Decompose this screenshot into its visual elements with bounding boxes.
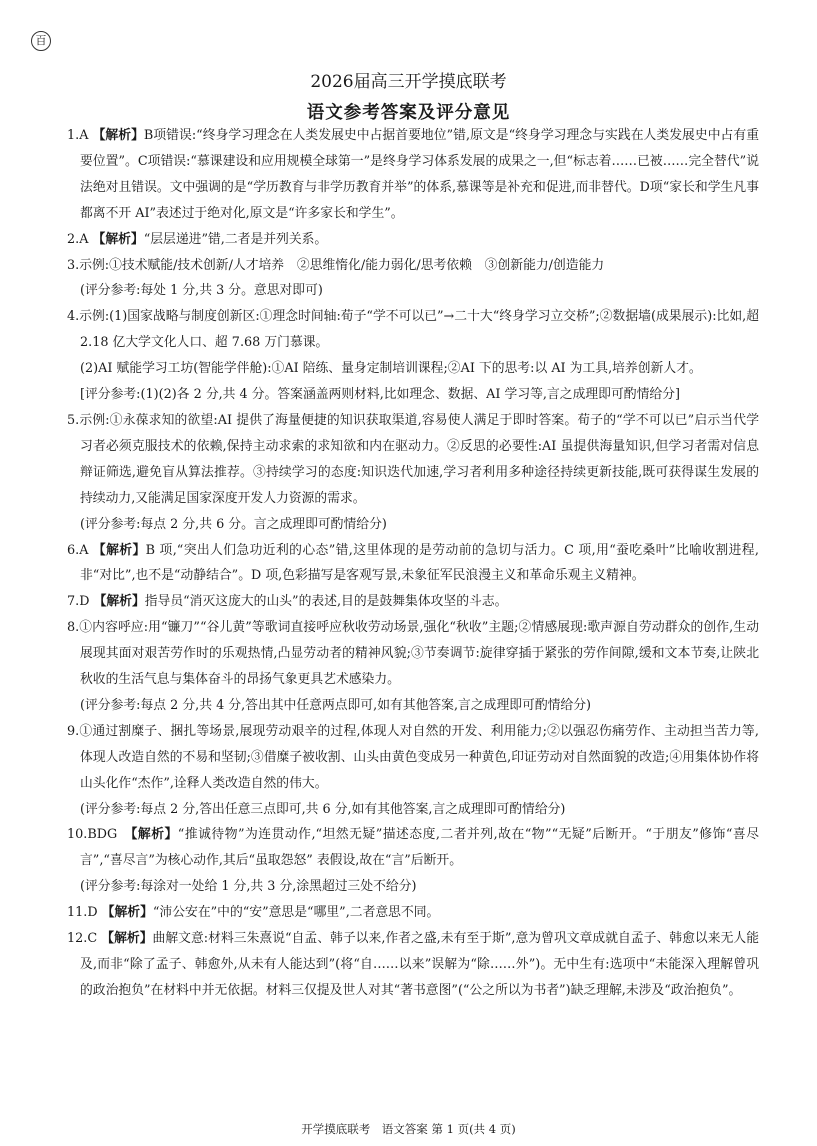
answer-4-score: [评分参考:(1)(2)各 2 分,共 4 分。答案涵盖两则材料,比如理念、数据、AI 学习等,言之成理即可酌情给分] — [80, 387, 680, 403]
answer-5: 5.示例:①永葆求知的欲望:AI 提供了海量便捷的知识获取渠道,容易使人满足于即时答案。荀子的“学不可以已”启示当代学习者必须克服技术的依赖,保持主动求索的求知欲和内在驱动力。②反思的必要性:AI 虽提供海量知识,但学习者需对信息辩证筛选,避免盲从算法推荐。③持续学习的态度:知识迭代加速,学习者利用多种途径持续更新技能,既可获得谋生发展的持续动力,又能满足国家深度开发人力资源的需求。 — [67, 412, 759, 506]
answer-11 — [67, 900, 759, 926]
answer-12 — [67, 926, 759, 1004]
answer-2-tag: 【解析】 — [92, 231, 144, 247]
answer-1-tag: 【解析】 — [92, 128, 144, 143]
answer-9: 9.①通过割糜子、捆扎等场景,展现劳动艰辛的过程,体现人对自然的开发、利用能力;②以强忍伤痛劳作、主动担当苦力等,体现人改造自然的不易和坚韧;③借糜子被收割、山头由黄色变成另一种黄色,印证劳动对自然面貌的改造;④用集体协作将山头化作“杰作”,诠释人类改造自然的伟大。 — [67, 723, 759, 791]
answer-3: 3.示例:①技术赋能/技术创新/人才培养 ②思维惰化/能力弱化/思考依赖 ③创新能力/创造能力 — [67, 257, 605, 273]
answer-2-text: “层层递进”错,二者是并列关系。 — [143, 231, 328, 247]
answer-1-number: 1.A — [67, 128, 89, 143]
answer-8: 8.①内容呼应:用“镰刀”“谷儿黄”等歌词直接呼应秋收劳动场景,强化“秋收”主题;②情感展现:歌声源自劳动群众的创作,生动展现其面对艰苦劳作时的乐观热情,凸显劳动者的精神风貌;③节奏调节:旋律穿插于紧张的劳作间隙,缓和文本节奏,让陕北秋收的生活气息与集体奋斗的昂扬气象更具艺术感染力。 — [67, 620, 759, 688]
answer-4-part1: 4.示例:(1)国家战略与制度创新区:①理念时间轴:荀子“学不可以已”→二十大“终身学习立交桥”;②数据墙(成果展示):比如,超 2.18 亿大学文化人口、超 7.68 万门慕课。 — [67, 309, 759, 351]
answer-content — [67, 123, 759, 1004]
answer-10-score: (评分参考:每涂对一处给 1 分,共 3 分,涂黑超过三处不给分) — [80, 879, 417, 895]
answer-12-number: 12.C — [67, 931, 98, 947]
answer-1 — [67, 123, 759, 227]
answer-10 — [67, 822, 759, 874]
answer-6-text: B 项,“突出人们急功近利的心态”错,这里体现的是劳动前的急切与活力。C 项,用“蚕吃桑叶”比喻收割进程,非“对比”,也不是“动静结合”。D 项,色彩描写是客观写景,未象征军民浪漫主义和革命乐观主义精神。 — [80, 542, 759, 584]
document-subtitle: 语文参考答案及评分意见 — [306, 103, 511, 123]
answer-1-text: B项错误:“终身学习理念在人类发展史中占据首要地位”错,原文是“终身学习理念与实践在人类发展史中占有重要位置”。C项错误:“慕课建设和应用规模全球第一”是终身学习体系发展的成果之一,但“标志着……已被……完全替代”说法绝对且错误。文中强调的是“学历教育与非学历教育并举”的体系,慕课等是补充和促进,而非替代。D项“家长和学生凡事都离不开 AI”表述过于绝对化,原文是“许多家长和学生”。 — [80, 128, 759, 221]
answer-4-part2: (2)AI 赋能学习工坊(智能学伴舱):①AI 陪练、量身定制培训课程;②AI 下的思考:以 AI 为工具,培养创新人才。 — [80, 361, 702, 377]
answer-7-number: 7.D — [67, 594, 90, 610]
answer-5-score: (评分参考:每点 2 分,共 6 分。言之成理即可酌情给分) — [80, 516, 387, 532]
answer-7 — [67, 589, 759, 615]
answer-10-text: “推诚待物”为连贯动作,“坦然无疑”描述态度,二者并列,故在“物”“无疑”后断开。“于朋友”修饰“喜尽言”,“喜尽言”为核心动作,其后“虽取怨怒” 表假设,故在“言”后断开。 — [80, 827, 760, 869]
answer-9-score: (评分参考:每点 2 分,答出任意三点即可,共 6 分,如有其他答案,言之成理即可酌情给分) — [80, 801, 566, 817]
answer-7-tag: 【解析】 — [93, 594, 145, 610]
answer-6-tag: 【解析】 — [92, 542, 146, 558]
answer-2 — [67, 227, 759, 253]
answer-6-number: 6.A — [67, 542, 89, 558]
answer-11-number: 11.D — [67, 905, 98, 921]
answer-12-tag: 【解析】 — [101, 931, 153, 947]
page-footer: 开学摸底联考 语文答案 第 1 页(共 4 页) — [301, 1122, 516, 1136]
answer-3-score: (评分参考:每处 1 分,共 3 分。意思对即可) — [80, 283, 323, 299]
school-seal: 百 — [31, 31, 51, 51]
answer-10-number: 10.BDG — [67, 827, 118, 843]
exam-title: 2026届高三开学摸底联考 — [310, 72, 507, 92]
answer-11-text: “沛公安在”中的“安”意思是“哪里”,二者意思不同。 — [152, 905, 440, 921]
answer-8-score: (评分参考:每点 2 分,共 4 分,答出其中任意两点即可,如有其他答案,言之成理即可酌情给分) — [80, 697, 592, 713]
answer-7-text: 指导员“消灭这庞大的山头”的表述,目的是鼓舞集体攻坚的斗志。 — [144, 594, 508, 610]
answer-10-tag: 【解析】 — [131, 827, 178, 843]
answer-12-text: 曲解文意:材料三朱熹说“自孟、韩子以来,作者之盛,未有至于斯”,意为曾巩文章成就自孟子、韩愈以来无人能及,而非“除了孟子、韩愈外,从未有人能达到”(将“自……以来”误解为“除……外”)。无中生有:选项中“未能深入理解曾巩的政治抱负”在材料中并无依据。材料三仅提及世人对其“著书意图”(“公之所以为书者”)缺乏理解,未涉及“政治抱负”。 — [80, 931, 759, 998]
answer-11-tag: 【解析】 — [101, 905, 153, 921]
answer-2-number: 2.A — [67, 231, 89, 247]
answer-6 — [67, 538, 759, 590]
